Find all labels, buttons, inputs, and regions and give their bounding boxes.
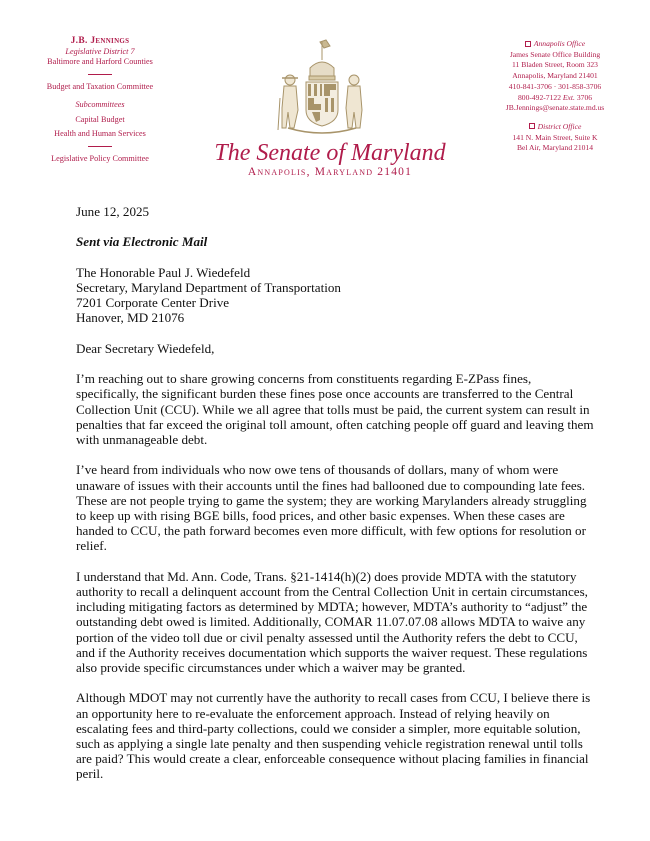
district-address-line: Bel Air, Maryland 21014	[516, 143, 594, 153]
office-address-line: Annapolis, Maryland 21401	[512, 71, 598, 81]
office-address-line: James Senate Office Building	[509, 49, 601, 59]
district-address-line: 141 N. Main Street, Suite K	[512, 132, 598, 142]
district-office-heading: District Office	[480, 122, 630, 133]
body-paragraph: I’ve heard from individuals who now owe tens of thousands of dollars, many of whom were unaware of issues with their accounts until the fines had ballooned due to compounding late fees. These are not people trying to game the system; they are working Marylanders already struggling to keep up with rising BGE bills, food prices, and other basic expenses. When these cases are handed to CCU, the path forward becomes even more difficult, with few options for resolution or relief.	[76, 462, 587, 554]
checkbox-square-icon	[525, 41, 531, 47]
counties: Baltimore and Harford Counties	[47, 57, 153, 66]
maryland-seal-icon	[268, 38, 376, 138]
senate-title: The Senate of Maryland	[214, 140, 446, 166]
office-email[interactable]: JB.Jennings@senate.state.md.us	[505, 103, 605, 113]
subcommittee-item: Capital Budget	[75, 114, 125, 124]
delivery-method: Sent via Electronic Mail	[76, 234, 208, 250]
recipient-line: 7201 Corporate Center Drive	[76, 295, 230, 311]
divider	[88, 146, 112, 147]
letterhead-office-info	[480, 39, 630, 154]
legislative-district: Legislative District 7	[65, 46, 135, 56]
recipient-line: Hanover, MD 21076	[76, 310, 185, 326]
body-paragraph: I understand that Md. Ann. Code, Trans. §21-1414(h)(2) does provide MDTA with the statutory authority to recall a delinquent account from the Central Collection Unit in certain circumstances, including mitigating factors as determined by MDTA; however, MDTA’s authority to “adjust” the outstanding debt owed is limited. Additionally, COMAR 11.07.07.08 allows MDTA to waive any portion of the video toll due or civil penalty assessed until the Authority refers the debt to CCU, and if the Authority receives documentation which supports the waiver request. These regulations also provide specific circumstances under which a waiver may be granted.	[76, 568, 588, 675]
office-tollfree: 800-492-7122 Ext. 3706	[517, 92, 593, 102]
subcommittee-item: Health and Human Services	[54, 129, 146, 138]
annapolis-office-heading: Annapolis Office	[480, 39, 630, 50]
checkbox-square-icon	[529, 123, 535, 129]
committee: Budget and Taxation Committee	[46, 81, 154, 91]
office-phone: 410-841-3706 · 301-858-3706	[508, 81, 602, 91]
letter-body	[76, 204, 596, 797]
recipient-line: Secretary, Maryland Department of Transportation	[76, 279, 341, 295]
body-paragraph: I’m reaching out to share growing concerns from constituents regarding E-ZPass fines, specifically, the significant burden these fines pose once accounts are transferred to the Central Collection Unit (CCU). While we all agree that tolls must be paid, the current system can result in penalties that far exceed the original toll amount, often catching people off guard and leaving them with unmanageable debt.	[76, 371, 594, 447]
senate-address: Annapolis, Maryland 21401	[247, 166, 413, 178]
office-address-line: 11 Bladen Street, Room 323	[512, 60, 598, 70]
other-committee: Legislative Policy Committee	[51, 153, 149, 163]
letter-date: June 12, 2025	[76, 204, 150, 219]
recipient-line: The Honorable Paul J. Wiedefeld	[76, 264, 251, 280]
subcommittees-label: Subcommittees	[75, 100, 125, 109]
body-paragraph: Although MDOT may not currently have the authority to recall cases from CCU, I believe there is an opportunity here to re-evaluate the enforcement approach. Instead of relying heavily on escalating fees and third-party collections, could we consider a simpler, more equitable solution, such as applying a single late penalty and then suspending vehicle registration renewal until tolls are paid? This would create a clear, enforceable consequence without placing families in financial peril.	[76, 690, 591, 782]
divider	[88, 74, 112, 75]
recipient-address	[76, 265, 596, 326]
salutation: Dear Secretary Wiedefeld,	[76, 340, 215, 356]
letterhead-senator-info	[20, 36, 180, 164]
senator-name: J.B. Jennings	[70, 36, 130, 46]
